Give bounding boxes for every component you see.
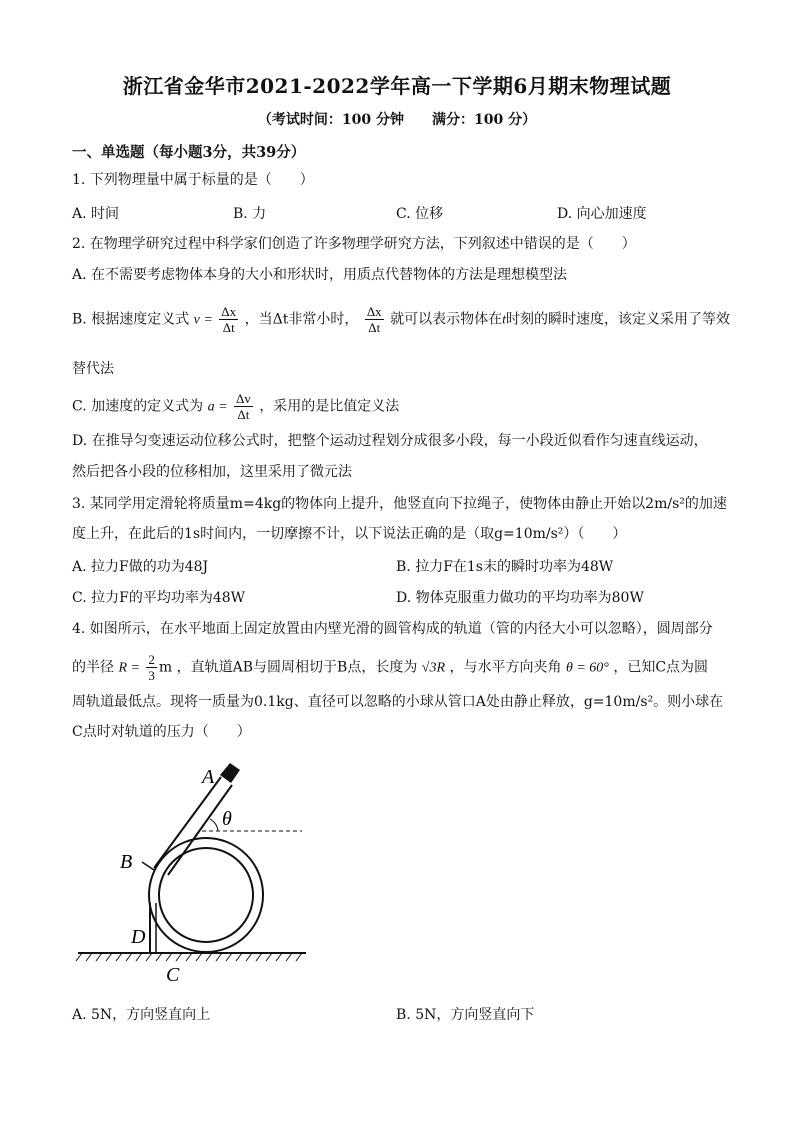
q1-stem: 1. 下列物理量中属于标量的是（ ） <box>72 172 314 188</box>
straight-tube-upper <box>168 785 232 875</box>
exam-score: 满分：100 分） <box>432 112 537 128</box>
q2-stem: 2. 在物理学研究过程中科学家们创造了许多物理学研究方法，下列叙述中错误的是（ ） <box>72 236 636 252</box>
exam-info <box>0 109 794 129</box>
q2-option-b: B. 根据速度定义式 v = $\frac{\Delta x}{\Delta t}$ ，当Δt非常小时， $\frac{\Delta x}{\Delta t}$ 就可以表示物体在t时刻的瞬时速度，该定义采用了等效 <box>72 304 731 335</box>
b-marker <box>142 862 154 870</box>
dx-over-dt-2: $\frac{\Delta x}{\Delta t}$ <box>366 304 382 335</box>
q2-option-c: C. 加速度的定义式为 a = $\frac{\Delta v}{\Delta t}$ ，采用的是比值定义法 <box>72 391 400 422</box>
q3-option-b: B. 拉力F在1s末的瞬时功率为48W <box>396 559 614 575</box>
track-diagram <box>70 755 320 990</box>
v-def-lhs: v = <box>193 312 213 328</box>
q2-option-b-cont: 替代法 <box>72 361 114 377</box>
q1-option-d: D. 向心加速度 <box>557 206 647 222</box>
exam-time: （考试时间：100 分钟 <box>257 112 404 128</box>
q1-option-b: B. 力 <box>233 206 267 222</box>
q4-line1: 4. 如图所示，在水平地面上固定放置由内壁光滑的圆管构成的轨道（管的内径大小可以忽略），圆周部分 <box>72 621 713 637</box>
a-def-lhs: a = <box>207 399 228 415</box>
q4-line2: 的半径 R = $\frac{2}{3}$ m ，直轨道AB与圆周相切于B点，长度为 √3R ，与水平方向夹角 θ = 60° ，已知C点为圆 <box>72 652 709 683</box>
q2-option-d-line1: D. 在推导匀变速运动位移公式时，把整个运动过程划分成很多小段，每一小段近似看作匀速直线运动， <box>72 433 708 449</box>
q4-option-b: B. 5N，方向竖直向下 <box>396 1007 535 1023</box>
dx-over-dt: $\frac{\Delta x}{\Delta t}$ <box>221 304 237 335</box>
theta-arc <box>210 819 218 831</box>
ground-hatch <box>76 953 302 961</box>
label-c: C <box>166 964 180 986</box>
q1-option-a: A. 时间 <box>72 206 120 222</box>
q3-option-d: D. 物体克服重力做功的平均功率为80W <box>396 590 644 606</box>
label-a: A <box>202 766 215 788</box>
q2-option-a: A. 在不需要考虑物体本身的大小和形状时，用质点代替物体的方法是理想模型法 <box>72 267 568 283</box>
theta-value: θ = 60° <box>565 660 609 676</box>
tube-cap-a <box>220 763 240 783</box>
q1-option-c: C. 位移 <box>396 206 444 222</box>
tube-circle-outer <box>149 838 263 952</box>
label-b: B <box>120 851 133 873</box>
q4-option-a: A. 5N，方向竖直向上 <box>72 1007 211 1023</box>
q4-line3: 周轨道最低点。现将一质量为0.1kg、直径可以忽略的小球从管口A处由静止释放，g=10m/s²。则小球在 <box>72 694 724 710</box>
q3-line1: 3. 某同学用定滑轮将质量m=4kg的物体向上提升，他竖直向下拉绳子，使物体由静止开始以2m/s²的加速 <box>72 496 727 512</box>
r-fraction: $\frac{2}{3}$ <box>148 652 155 683</box>
tube-circle-inner <box>159 848 253 942</box>
dv-over-dt: $\frac{\Delta v}{\Delta t}$ <box>235 391 251 422</box>
q3-line2: 度上升，在此后的1s时间内，一切摩擦不计，以下说法正确的是（取g=10m/s²）（ ） <box>72 526 627 542</box>
page-title: 浙江省金华市2021-2022学年高一下学期6月期末物理试题 <box>122 74 672 98</box>
section-heading: 一、单选题（每小题3分，共39分） <box>72 144 306 161</box>
q4-line4: C点时对轨道的压力（ ） <box>72 724 251 740</box>
label-d: D <box>131 926 146 948</box>
sqrt3R: √3R <box>421 660 446 676</box>
label-theta: θ <box>222 808 232 830</box>
q3-option-a: A. 拉力F做的功为48J <box>72 559 209 575</box>
q3-option-c: C. 拉力F的平均功率为48W <box>72 590 246 606</box>
straight-tube-lower <box>154 777 221 868</box>
q2-option-d-line2: 然后把各小段的位移相加，这里采用了微元法 <box>72 464 352 480</box>
